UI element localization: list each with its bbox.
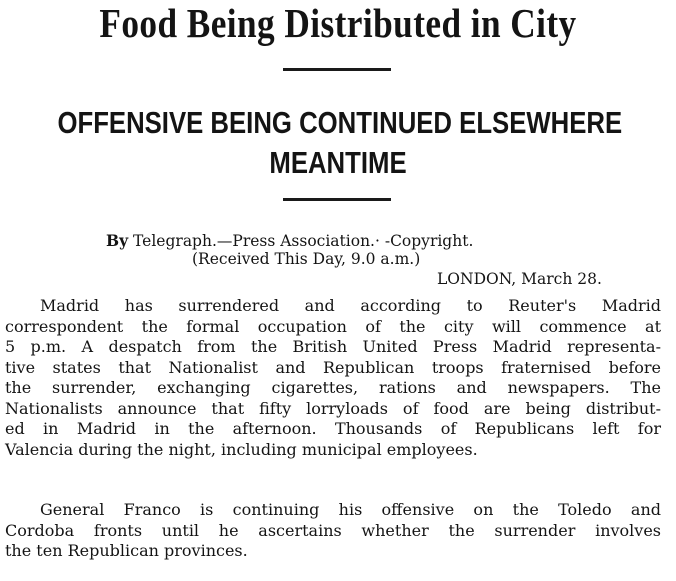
paragraph-line: Nationalists announce that fifty lorryloads of food are being distribut-	[5, 398, 661, 418]
received-note: (Received This Day, 9.0 a.m.)	[192, 250, 421, 268]
subheadline-line-2: MEANTIME	[269, 145, 407, 180]
headline: Food Being Distributed in City	[99, 0, 577, 46]
paragraph-line: Cordoba fronts until he ascertains whether the surrender involves	[5, 520, 661, 540]
paragraph-line: 5 p.m. A despatch from the British United Press Madrid representa-	[5, 337, 661, 356]
paragraph-line: the surrender, exchanging cigarettes, rations and newspapers. The	[5, 378, 661, 397]
paragraph-line: Valencia during the night, including municipal employees.	[5, 439, 478, 459]
paragraph-line: General Franco is continuing his offensive on the Toledo and	[40, 500, 661, 519]
byline	[106, 231, 473, 250]
paragraph-1	[5, 296, 661, 460]
byline-by: By	[106, 231, 129, 250]
dateline: LONDON, March 28.	[437, 270, 602, 288]
paragraph-line: correspondent the formal occupation of the city will commence at	[5, 316, 661, 336]
subheadline-divider	[283, 198, 391, 201]
paragraph-2	[5, 500, 661, 562]
headline-divider	[283, 68, 391, 71]
paragraph-line: tive states that Nationalist and Republican troops fraternised before	[5, 357, 661, 377]
paragraph-line: the ten Republican provinces.	[5, 541, 248, 560]
paragraph-line: ed in Madrid in the afternoon. Thousands of Republicans left for	[5, 419, 661, 438]
paragraph-line: Madrid has surrendered and according to Reuter's Madrid	[40, 296, 661, 315]
subheadline-line-1: OFFENSIVE BEING CONTINUED ELSEWHERE	[57, 105, 623, 140]
subheadline	[57, 103, 623, 183]
byline-source: Telegraph.—Press Association.· -Copyright.	[133, 232, 474, 250]
